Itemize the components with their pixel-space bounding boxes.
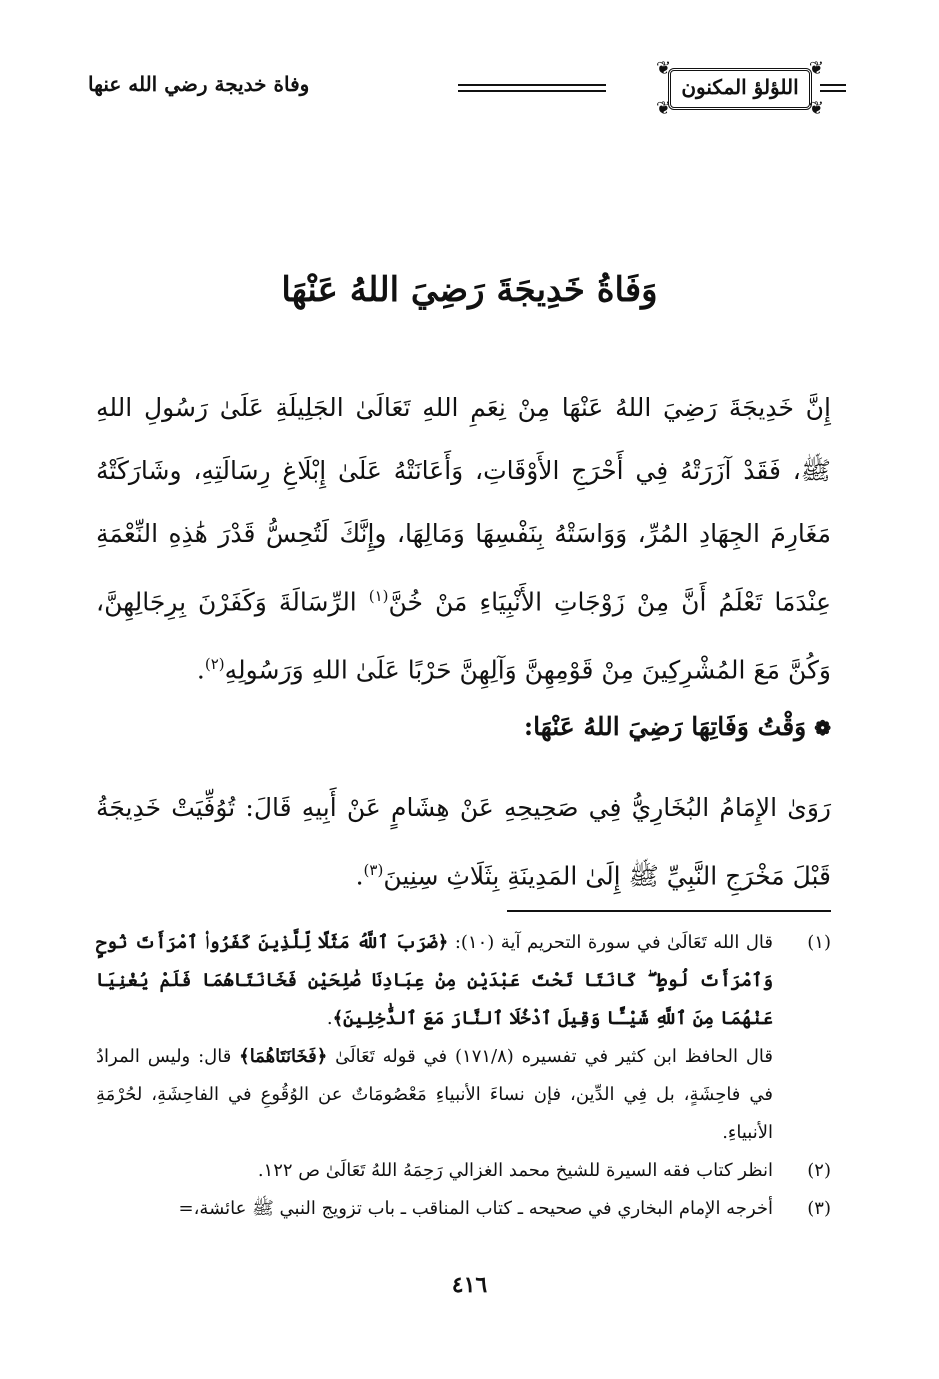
paragraph-2-end: . bbox=[355, 861, 364, 891]
paragraph-1-text-b: الرِّسَالَةَ وَكَفَرْنَ بِرِجَالِهِنَّ، وَكُنَّ مَعَ المُشْرِكِينَ مِنْ قَوْمِهِنَّ وَآلِهِنَّ حَرْبًا عَلَىٰ اللهِ وَرَسُولِهِ bbox=[96, 587, 831, 685]
book-title: اللؤلؤ المكنون bbox=[681, 75, 799, 99]
footnote-number: (١) bbox=[807, 932, 831, 953]
section-subheading bbox=[96, 707, 831, 748]
footnote-1-intro: قال الله تَعَالَىٰ في سورة التحريم آية (١٠): bbox=[448, 932, 774, 953]
paragraph-1-text-a: إِنَّ خَدِيجَةَ رَضِيَ اللهُ عَنْهَا مِنْ نِعَمِ اللهِ تَعَالَىٰ الجَلِيلَةِ عَلَىٰ رَسُولِ اللهِ ﷺ، فَقَدْ آزَرَتْهُ فِي أَحْرَجِ الأَوْقَاتِ، وَأَعَانَتْهُ عَلَىٰ إِبْلَاغِ رِسَالَتِهِ، وشَارَكَتْهُ مَغَارِمَ الجِهَادِ المُرِّ، وَوَاسَتْهُ بِنَفْسِهَا وَمَالِهَا، وإِنَّكَ لَتُحِسُّ قَدْرَ هَٰذِهِ النِّعْمَةِ عِنْدَمَا تَعْلَمُ أَنَّ مِنْ زَوْجَاتِ الأَنْبِيَاءِ مَنْ خُنَّ bbox=[96, 393, 831, 617]
chapter-title: وفاة خديجة رضي الله عنها bbox=[88, 72, 310, 96]
paragraph-1-end: . bbox=[196, 655, 205, 685]
footnote-1-cont-b: قال: وليس المرادُ في فاحِشَةٍ، بل فِي الدِّين، فإن نساءَ الأنبياءِ مَعْصُومَاتٌ عن الوُقُوعِ في الفاحِشَةِ، لحُرْمَةِ الأنبياءِ. bbox=[96, 1046, 773, 1143]
footnote-1-end: . bbox=[326, 1008, 333, 1029]
running-header bbox=[88, 58, 846, 122]
paragraph-1 bbox=[96, 376, 831, 702]
footnote-text: انظر كتاب فقه السيرة للشيخ محمد الغزالي رَحِمَهُ اللهُ تَعَالَىٰ ص ١٢٢. bbox=[257, 1160, 773, 1181]
quran-quote: ﴿فَخَانَتَاهُمَا﴾ bbox=[239, 1046, 328, 1067]
footnote-ref-3[interactable]: (٣) bbox=[363, 861, 384, 879]
footnote-1 bbox=[96, 924, 831, 1038]
footnote-1-cont-a: قال الحافظ ابن كثير في تفسيره (١٧١/٨) في قوله تَعَالَىٰ bbox=[327, 1046, 773, 1067]
paragraph-2-text: رَوَىٰ الإِمَامُ البُخَارِيُّ فِي صَحِيحِهِ عَنْ هِشَامٍ عَنْ أَبِيهِ قَالَ: تُوُفِّيَتْ خَدِيجَةُ قَبْلَ مَخْرَجِ النَّبِيِّ ﷺ إِلَىٰ المَدِينَةِ بِثَلَاثِ سِنِينَ bbox=[96, 793, 831, 891]
footnote-text: أخرجه الإمام البخاري في صحيحه ـ كتاب المناقب ـ باب تزويج النبي ﷺ عائشة،= bbox=[178, 1198, 773, 1219]
quran-verse: ﴿ضَرَبَ ٱللَّهُ مَثَلًا لِّلَّذِينَ كَفَرُوا۟ ٱمْرَأَتَ نُوحٍ وَٱمْرَأَتَ لُوطٍ ۖ كَانَتَا تَحْتَ عَبْدَيْنِ مِنْ عِبَادِنَا صَٰلِحَيْنِ فَخَانَتَاهُمَا فَلَمْ يُغْنِيَا عَنْهُمَا مِنَ ٱللَّهِ شَيْـًٔا وَقِيلَ ٱدْخُلَا ٱلنَّارَ مَعَ ٱلدَّٰخِلِينَ﴾ bbox=[96, 932, 773, 1029]
footnote-2 bbox=[96, 1152, 831, 1190]
footnote-separator bbox=[507, 910, 831, 912]
footnote-number: (٢) bbox=[807, 1160, 831, 1181]
footnotes bbox=[96, 924, 831, 1228]
page-number: ٤١٦ bbox=[451, 1272, 488, 1298]
footnote-ref-1[interactable]: (١) bbox=[368, 587, 389, 605]
subheading-text: وَقْتُ وَفَاتِهَا رَضِيَ اللهُ عَنْهَا: bbox=[523, 712, 807, 741]
paragraph-2 bbox=[96, 776, 831, 907]
ornament-frame-icon: ❦ ❦ ❦ ❦ اللؤلؤ المكنون bbox=[656, 58, 824, 119]
flower-icon: ❁ bbox=[814, 716, 831, 740]
page-title: وَفَاةُ خَدِيجَةَ رَضِيَ اللهُ عَنْهَا bbox=[281, 270, 658, 310]
footnote-3 bbox=[96, 1190, 831, 1228]
header-rule-right bbox=[820, 84, 846, 92]
footnote-number: (٣) bbox=[807, 1198, 831, 1219]
footnote-1-continuation bbox=[96, 1038, 831, 1152]
footnote-text bbox=[96, 924, 773, 1038]
footnote-ref-2[interactable]: (٢) bbox=[204, 655, 225, 674]
header-rule-middle bbox=[458, 84, 606, 92]
